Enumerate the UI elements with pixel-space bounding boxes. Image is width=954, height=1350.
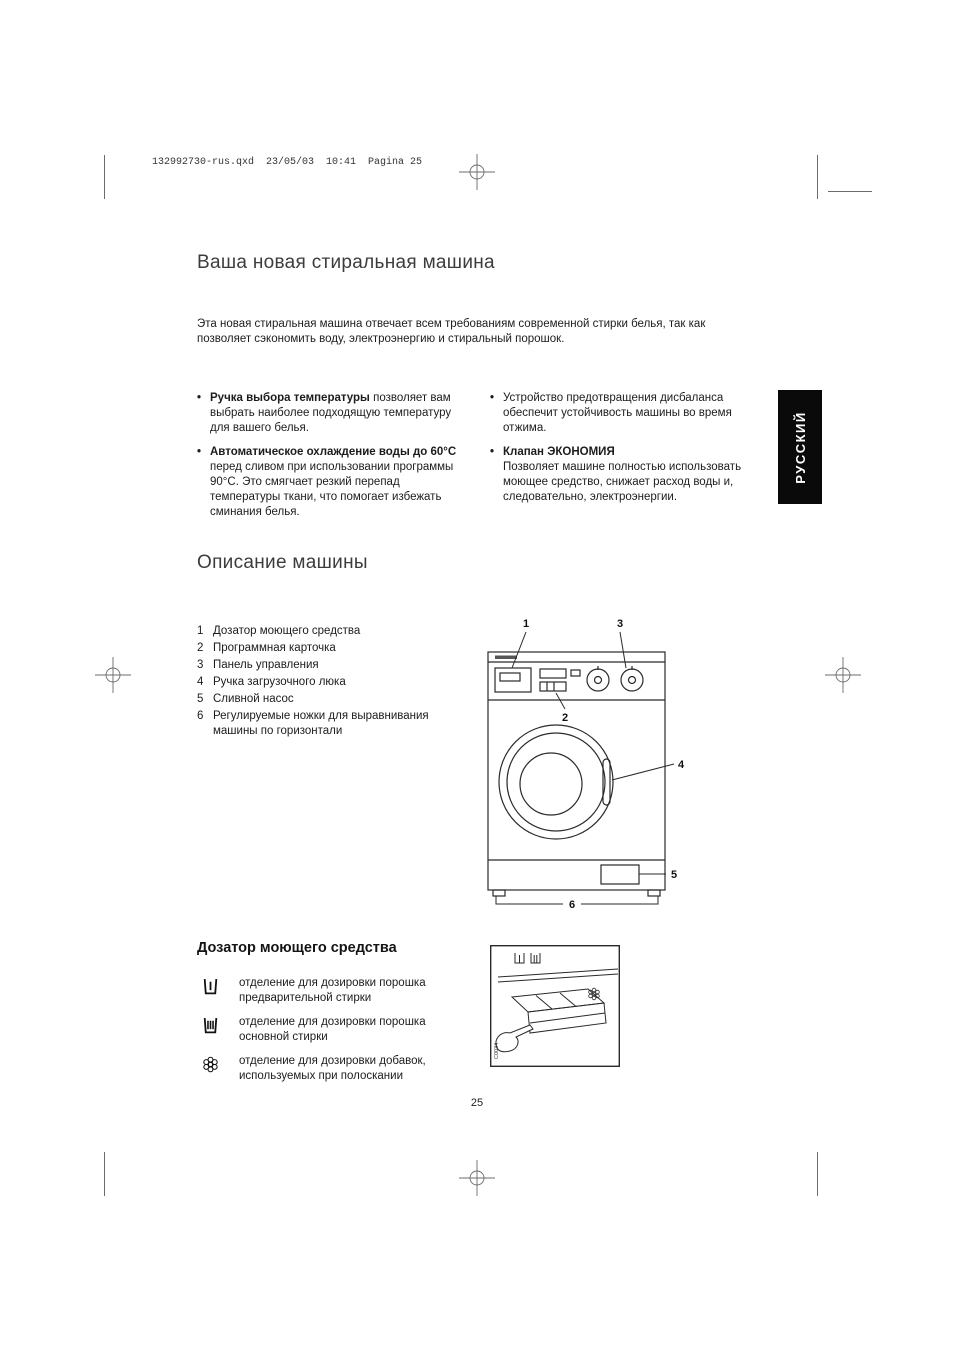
bullet-item xyxy=(197,445,465,520)
bullet-lead: Автоматическое охлаждение воды до 60°C xyxy=(210,446,457,458)
part-number: 1 xyxy=(197,625,204,637)
registration-mark xyxy=(825,657,861,693)
bullet-item xyxy=(490,445,762,505)
washing-machine-diagram xyxy=(468,612,698,912)
bullet-text: позволяет вам выбрать наиболее подходящую температуру для вашего белья. xyxy=(210,392,452,434)
part-label: Дозатор моющего средства xyxy=(213,625,361,637)
bullet-lead: Ручка выбора температуры xyxy=(210,392,370,404)
page-number: 25 xyxy=(470,1097,484,1109)
dispenser-item-text: отделение для дозировки порошка основной стирки xyxy=(239,1016,426,1043)
machine-part-item xyxy=(197,692,467,707)
callout-5: 5 xyxy=(670,869,678,881)
dispenser-diagram xyxy=(490,945,620,1067)
language-tab xyxy=(778,390,822,504)
registration-mark xyxy=(459,1160,495,1196)
crop-mark xyxy=(828,191,872,192)
dispenser-item xyxy=(197,1054,457,1084)
machine-part-item xyxy=(197,675,467,690)
callout-3: 3 xyxy=(616,618,624,630)
dispenser-item xyxy=(197,976,457,1006)
intro-paragraph: Эта новая стиральная машина отвечает всем требованиям современной стирки белья, так как позволяет сэкономить воду, электроэнергию и стиральный порошок. xyxy=(197,318,706,345)
part-number: 4 xyxy=(197,676,204,688)
machine-part-item xyxy=(197,658,467,673)
figure-code: C0034 xyxy=(494,1042,500,1059)
part-label: Регулируемые ножки для выравнивания машины по горизонтали xyxy=(213,710,429,737)
callout-4: 4 xyxy=(677,759,685,771)
bullet-lead: • Клапан ЭКОНОМИЯ xyxy=(503,446,615,458)
crop-mark xyxy=(817,1152,818,1196)
language-tab-label: РУССКИЙ xyxy=(792,410,808,484)
bullet-column-left xyxy=(197,391,465,529)
softener-compartment-icon xyxy=(201,1055,220,1074)
part-number: 6 xyxy=(197,710,204,722)
page-title: Ваша новая стиральная машина xyxy=(197,252,495,273)
bullet-item xyxy=(490,391,762,436)
dispenser-item-text: отделение для дозировки добавок, используемых при полоскании xyxy=(239,1055,426,1082)
bullet-text: Позволяет машине полностью использовать моющее средство, снижает расход воды и, следовательно, электроэнергии. xyxy=(503,461,742,503)
part-number: 5 xyxy=(197,693,204,705)
bullet-text: Устройство предотвращения дисбаланса обеспечит устойчивость машины во время отжима. xyxy=(503,392,732,434)
part-number: 2 xyxy=(197,642,204,654)
registration-mark xyxy=(459,154,495,190)
prewash-compartment-icon xyxy=(201,977,220,996)
machine-part-item xyxy=(197,624,467,639)
part-label: Сливной насос xyxy=(213,693,294,705)
main-wash-compartment-icon xyxy=(201,1016,220,1035)
registration-mark xyxy=(95,657,131,693)
crop-mark xyxy=(104,1152,105,1196)
dispenser-title: Дозатор моющего средства xyxy=(197,940,397,956)
part-label: Программная карточка xyxy=(213,642,336,654)
callout-1: 1 xyxy=(522,618,530,630)
dispenser-item xyxy=(197,1015,457,1045)
machine-part-item xyxy=(197,641,467,656)
part-number: 3 xyxy=(197,659,204,671)
bullet-item xyxy=(197,391,465,436)
callout-6: 6 xyxy=(568,899,576,911)
callout-2: 2 xyxy=(561,712,569,724)
crop-mark xyxy=(104,155,105,199)
machine-parts-list xyxy=(197,624,467,741)
part-label: Ручка загрузочного люка xyxy=(213,676,346,688)
print-header: 132992730-rus.qxd 23/05/03 10:41 Pagina 25 xyxy=(152,157,423,168)
dispenser-items xyxy=(197,976,457,1093)
bullet-column-right xyxy=(490,391,762,514)
crop-mark xyxy=(817,155,818,199)
description-title: Описание машины xyxy=(197,552,368,573)
machine-part-item xyxy=(197,709,467,739)
bullet-text: перед сливом при использовании программы 90°C. Это смягчает резкий перепад температуры ткани, что помогает избежать сминания белья. xyxy=(210,461,454,518)
dispenser-item-text: отделение для дозировки порошка предварительной стирки xyxy=(239,977,426,1004)
brand-logo xyxy=(495,656,517,660)
part-label: Панель управления xyxy=(213,659,319,671)
